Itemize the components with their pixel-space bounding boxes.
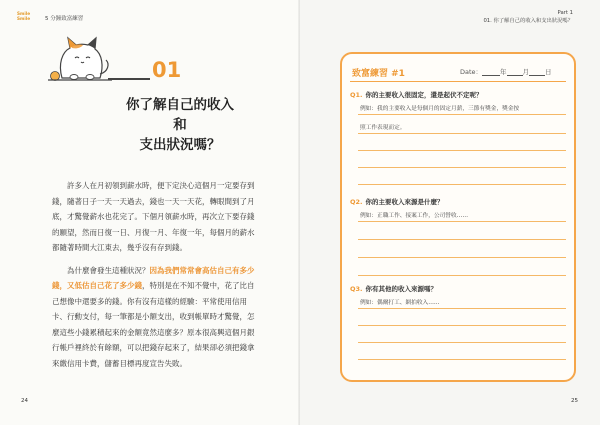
card-divider (350, 81, 566, 82)
question-text: 你有其他的收入來源嗎？ (365, 285, 438, 293)
answer-line[interactable] (358, 184, 566, 185)
chapter-title-line: 支出狀況嗎？ (139, 137, 221, 153)
date-unit: 月 (522, 68, 529, 76)
running-head (483, 10, 573, 25)
question (350, 197, 444, 206)
paragraph-rest: ，特別是在不知不覺中，花了比自己想像中還要多的錢。你有沒有這樣的經驗：平常使用信用卡、行動支付，每一筆都是小額支出，收到帳單時才驚覺，怎麼這些小錢累積起來的金額竟然這麼多？原本很高興這個月銀行帳戶裡終於有餘額，可以把錢存起來了，結果卻必須把錢拿來繳信用卡費，儲蓄目標再度宣告失敗。 (52, 281, 255, 368)
date-unit: 年 (500, 68, 507, 76)
answer-line[interactable] (358, 133, 566, 134)
page-number: 24 (21, 398, 28, 404)
brand-logo (17, 12, 30, 21)
paragraph (52, 263, 257, 372)
highlighted-text: 因為我們常常會高估自己有多少錢，又低估自己花了多少錢 (52, 265, 255, 290)
answer-line[interactable] (358, 114, 566, 115)
question-text: 你的主要收入來源是什麼？ (365, 198, 444, 206)
cat-illustration-icon (48, 34, 113, 84)
running-head-chapter: 01. 你了解自己的收入和支出狀況嗎？ (483, 17, 573, 24)
chapter-number: 01 (152, 58, 182, 82)
worksheet-title: 致富練習 #1 (352, 69, 405, 79)
month-field[interactable] (507, 68, 523, 76)
right-page (300, 0, 600, 425)
paragraph-lead: 為什麼會發生這種狀況？ (67, 265, 150, 275)
answer-line[interactable] (358, 342, 566, 343)
example-text: 例如：正職工作、接案工作，公司營收…… (360, 213, 469, 219)
answer-line[interactable] (358, 221, 566, 222)
answer-line[interactable] (358, 359, 566, 360)
question-number: Q2. (350, 198, 363, 206)
question-number: Q3. (350, 285, 363, 293)
date-fields (482, 67, 552, 76)
question (350, 90, 483, 99)
day-field[interactable] (529, 68, 545, 76)
answer-line[interactable] (358, 325, 566, 326)
chapter-title-line: 你了解自己的收入和 (126, 97, 234, 133)
running-head: 5 分鐘致富練習 (45, 16, 84, 22)
question-text: 你的主要收入很固定，還是起伏不定呢？ (365, 91, 483, 99)
answer-line[interactable] (358, 275, 566, 276)
example-text: 照工作表現而定。 (360, 125, 406, 131)
brand-logo-line: Smile (17, 11, 31, 16)
answer-line[interactable] (358, 239, 566, 240)
page-number: 25 (571, 398, 578, 404)
example-text: 例如：偶爾打工、網拍收入…… (360, 300, 440, 306)
body-text (52, 178, 257, 371)
chapter-title (120, 95, 240, 155)
answer-line[interactable] (358, 308, 566, 309)
running-head-part: Part 1 (557, 10, 573, 16)
answer-line[interactable] (358, 167, 566, 168)
date-label: Date： (460, 68, 483, 76)
decorative-rule (108, 78, 150, 80)
question (350, 284, 437, 293)
answer-line[interactable] (358, 257, 566, 258)
brand-logo-line: Smile (17, 15, 31, 21)
worksheet-card (340, 52, 576, 382)
example-text: 例如：我的主要收入是每個月的固定月薪，三節有獎金，獎金按 (360, 106, 520, 112)
answer-line[interactable] (358, 150, 566, 151)
year-field[interactable] (482, 68, 500, 76)
question-number: Q1. (350, 91, 363, 99)
date-unit: 日 (545, 68, 552, 76)
paragraph: 許多人在月初領到薪水時，便下定決心這個月一定要存到錢，隨著日子一天一天過去，錢也一天一天花，轉眼間到了月底，才驚覺薪水也花完了。下個月領薪水時，再次立下要存錢的願望，然而日復一日、月復一月、年復一年，每個月的薪水都隨著時間大江東去，幾乎沒有存到錢。 (52, 181, 255, 252)
